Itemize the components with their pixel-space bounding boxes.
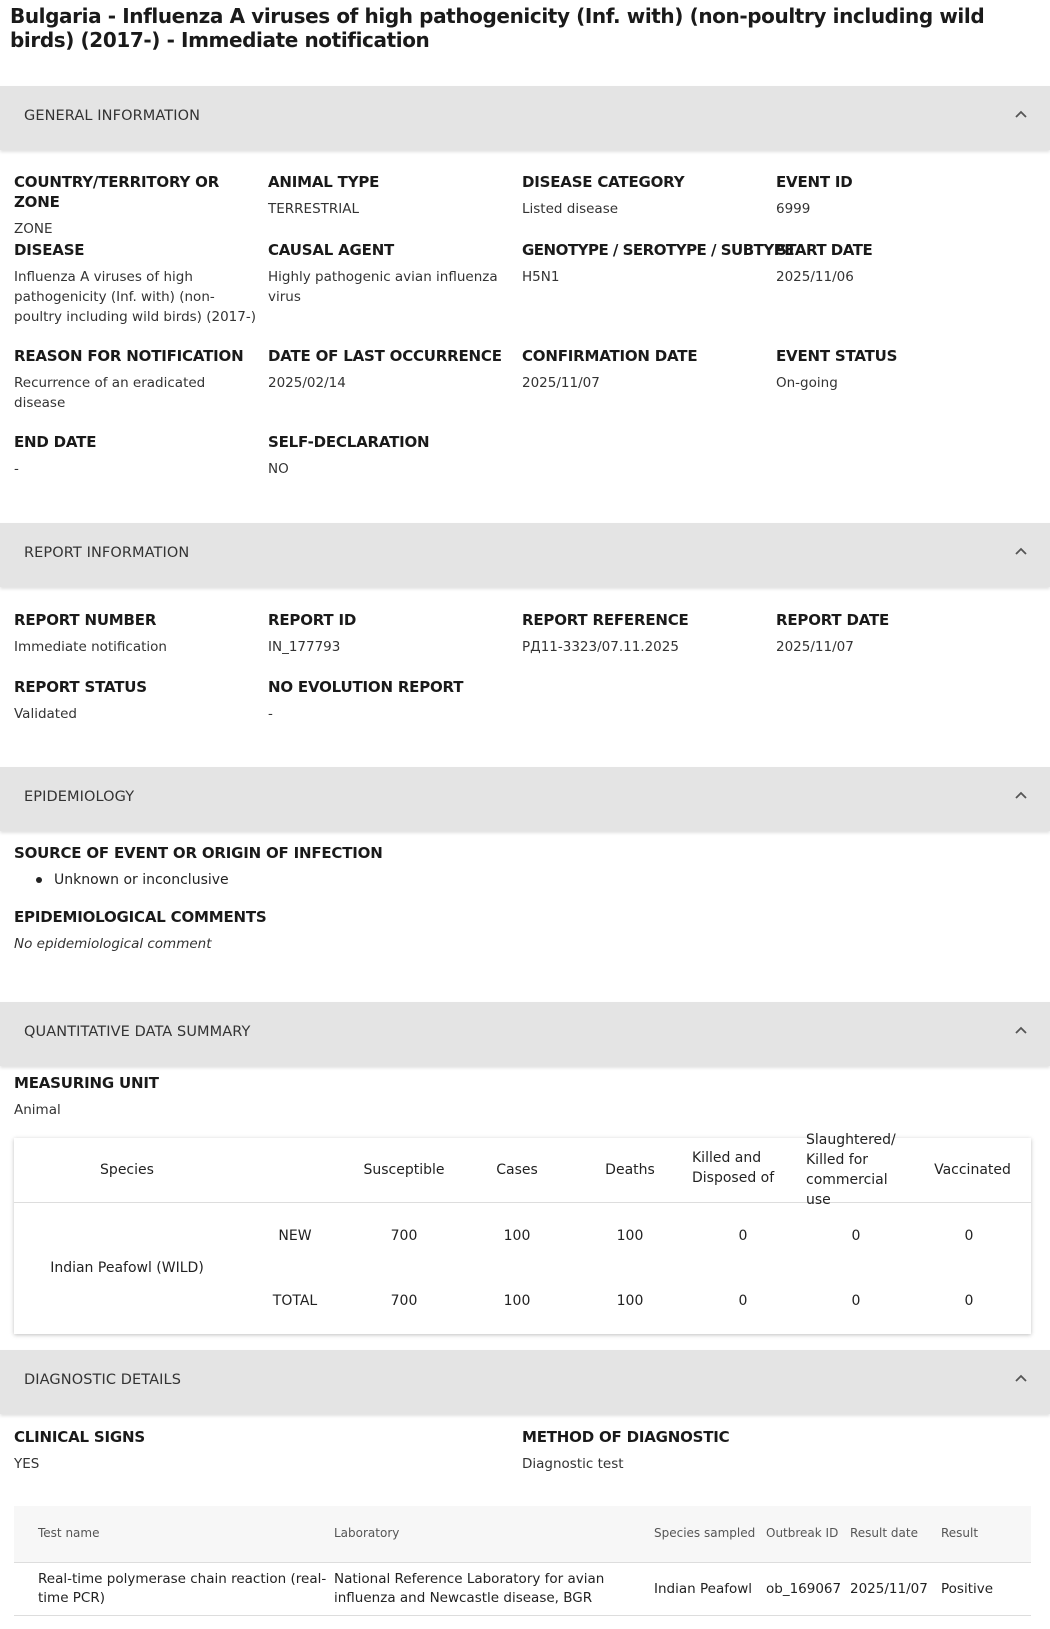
column-header-outbreak-id: Outbreak ID	[766, 1526, 839, 1540]
field-label: ANIMAL TYPE	[268, 173, 380, 191]
field-epidemiological-comments	[14, 907, 514, 954]
cell-vaccinated: 0	[964, 1293, 974, 1309]
field-label: REPORT ID	[268, 611, 357, 629]
table-row	[14, 1563, 1031, 1615]
chevron-up-icon[interactable]	[1014, 108, 1028, 122]
field-causal-agent	[268, 240, 510, 307]
section-title: REPORT INFORMATION	[24, 545, 190, 561]
field-label: MEASURING UNIT	[14, 1074, 159, 1092]
field-country	[14, 172, 264, 239]
cell-susceptible: 700	[390, 1228, 418, 1244]
field-value: 2025/02/14	[268, 375, 346, 391]
cell-result-date: 2025/11/07	[850, 1581, 928, 1597]
field-reason	[14, 346, 254, 413]
field-label: COUNTRY/TERRITORY OR ZONE	[14, 173, 220, 211]
field-label: DISEASE CATEGORY	[522, 173, 685, 191]
cell-vaccinated: 0	[964, 1228, 974, 1244]
field-measuring-unit	[14, 1073, 314, 1120]
field-label: GENOTYPE / SEROTYPE / SUBTYPE	[522, 241, 794, 259]
row-type: NEW	[278, 1228, 312, 1244]
field-label: NO EVOLUTION REPORT	[268, 678, 464, 696]
field-label: REPORT DATE	[776, 611, 890, 629]
field-clinical-signs	[14, 1427, 314, 1474]
field-value: On-going	[776, 375, 838, 391]
cell-slaughtered: 0	[851, 1228, 861, 1244]
section-header-epidemiology[interactable]	[0, 767, 1050, 831]
field-end-date	[14, 432, 254, 479]
field-self-declaration	[268, 432, 508, 479]
section-header-quantitative-data-summary[interactable]	[0, 1002, 1050, 1066]
column-header-laboratory: Laboratory	[334, 1526, 400, 1540]
field-report-date	[776, 610, 1016, 657]
field-value: IN_177793	[268, 639, 341, 655]
list-item: Unknown or inconclusive	[36, 870, 229, 890]
field-start-date	[776, 240, 1016, 287]
source-list	[36, 870, 229, 890]
species-cell: Indian Peafowl (WILD)	[50, 1260, 204, 1276]
field-label: SOURCE OF EVENT OR ORIGIN OF INFECTION	[14, 844, 383, 862]
cell-killed-disposed: 0	[738, 1228, 748, 1244]
field-value: -	[268, 706, 273, 722]
column-header-result: Result	[941, 1526, 979, 1540]
field-event-status	[776, 346, 1016, 393]
field-report-id	[268, 610, 508, 657]
field-label: END DATE	[14, 433, 97, 451]
column-header-killed-disposed: Killed and Disposed of	[692, 1150, 775, 1186]
field-report-status	[14, 677, 254, 724]
field-label: START DATE	[776, 241, 873, 259]
column-header-test-name: Test name	[38, 1526, 100, 1540]
cell-deaths: 100	[616, 1228, 644, 1244]
cell-test-name: Real-time polymerase chain reaction (real-time PCR)	[38, 1571, 327, 1606]
field-value: Validated	[14, 706, 77, 722]
field-label: CAUSAL AGENT	[268, 241, 395, 259]
field-value: No epidemiological comment	[14, 936, 212, 952]
column-header-cases: Cases	[496, 1162, 538, 1178]
field-value: 2025/11/07	[522, 375, 600, 391]
cell-outbreak-id: ob_169067	[766, 1581, 842, 1597]
field-value: H5N1	[522, 269, 560, 285]
field-report-reference	[522, 610, 762, 657]
field-value: Listed disease	[522, 201, 619, 217]
field-label: REPORT REFERENCE	[522, 611, 689, 629]
section-title: EPIDEMIOLOGY	[24, 789, 135, 805]
field-label: REASON FOR NOTIFICATION	[14, 347, 244, 365]
quantitative-table	[14, 1132, 1031, 1334]
chevron-up-icon[interactable]	[1014, 789, 1028, 803]
column-header-species: Species	[100, 1162, 154, 1178]
field-label: CLINICAL SIGNS	[14, 1428, 145, 1446]
cell-result: Positive	[941, 1581, 994, 1597]
field-method-of-diagnostic	[522, 1427, 822, 1474]
field-value: YES	[14, 1456, 40, 1472]
cell-killed-disposed: 0	[738, 1293, 748, 1309]
field-label: DISEASE	[14, 241, 85, 259]
column-header-species-sampled: Species sampled	[654, 1526, 756, 1540]
field-disease-category	[522, 172, 762, 219]
cell-cases: 100	[503, 1228, 531, 1244]
field-label: EVENT STATUS	[776, 347, 898, 365]
field-label: REPORT STATUS	[14, 678, 147, 696]
field-label: REPORT NUMBER	[14, 611, 157, 629]
field-value: Recurrence of an eradicated disease	[14, 375, 206, 411]
field-label: METHOD OF DIAGNOSTIC	[522, 1428, 730, 1446]
section-title: QUANTITATIVE DATA SUMMARY	[24, 1024, 251, 1040]
chevron-up-icon[interactable]	[1014, 545, 1028, 559]
field-value: 2025/11/06	[776, 269, 854, 285]
field-label: DATE OF LAST OCCURRENCE	[268, 347, 502, 365]
field-value: 6999	[776, 201, 811, 217]
field-value: 2025/11/07	[776, 639, 854, 655]
section-header-diagnostic-details[interactable]	[0, 1350, 1050, 1414]
field-label: SELF-DECLARATION	[268, 433, 430, 451]
field-value: Animal	[14, 1102, 61, 1118]
column-header-result-date: Result date	[850, 1526, 918, 1540]
cell-species-sampled: Indian Peafowl	[654, 1581, 753, 1597]
cell-slaughtered: 0	[851, 1293, 861, 1309]
field-last-occurrence	[268, 346, 516, 393]
page-title: Bulgaria - Influenza A viruses of high pathogenicity (Inf. with) (non-poultry including wild birds) (2017-) - Immediate notification	[10, 4, 985, 52]
field-label: EPIDEMIOLOGICAL COMMENTS	[14, 908, 267, 926]
field-value: Immediate notification	[14, 639, 167, 655]
field-disease	[14, 240, 262, 327]
column-header-slaughtered: Slaughtered/ Killed for commercial use	[806, 1132, 896, 1208]
column-header-susceptible: Susceptible	[363, 1162, 445, 1178]
field-value: Influenza A viruses of high pathogenicity (Inf. with) (non-poultry including wild birds) (2017-)	[14, 269, 256, 325]
field-value: NO	[268, 461, 289, 477]
chevron-up-icon[interactable]	[1014, 1024, 1028, 1038]
field-label: CONFIRMATION DATE	[522, 347, 698, 365]
column-header-vaccinated: Vaccinated	[934, 1162, 1011, 1178]
cell-cases: 100	[503, 1293, 531, 1309]
field-report-number	[14, 610, 254, 657]
field-source-of-event	[14, 843, 514, 863]
cell-susceptible: 700	[390, 1293, 418, 1309]
cell-laboratory: National Reference Laboratory for avian influenza and Newcastle disease, BGR	[334, 1571, 605, 1606]
diagnostic-table-header	[14, 1506, 1031, 1562]
chevron-up-icon[interactable]	[1014, 1372, 1028, 1386]
divider	[14, 1615, 1031, 1616]
field-evolution-report	[268, 677, 508, 724]
section-title: DIAGNOSTIC DETAILS	[24, 1372, 182, 1388]
field-label: EVENT ID	[776, 173, 853, 191]
section-header-report-information[interactable]	[0, 523, 1050, 587]
section-header-general-information[interactable]	[0, 86, 1050, 150]
field-value: РД11-3323/07.11.2025	[522, 639, 679, 655]
divider	[14, 1202, 1031, 1203]
cell-deaths: 100	[616, 1293, 644, 1309]
field-event-id	[776, 172, 1016, 219]
field-value: Diagnostic test	[522, 1456, 624, 1472]
section-title: GENERAL INFORMATION	[24, 108, 201, 124]
field-value: ZONE	[14, 221, 53, 237]
field-value: -	[14, 461, 19, 477]
field-confirmation-date	[522, 346, 762, 393]
row-type: TOTAL	[272, 1293, 318, 1309]
column-header-deaths: Deaths	[605, 1162, 655, 1178]
field-genotype	[522, 240, 794, 287]
field-value: TERRESTRIAL	[268, 201, 359, 217]
field-animal-type	[268, 172, 508, 219]
field-value: Highly pathogenic avian influenza virus	[268, 269, 498, 305]
